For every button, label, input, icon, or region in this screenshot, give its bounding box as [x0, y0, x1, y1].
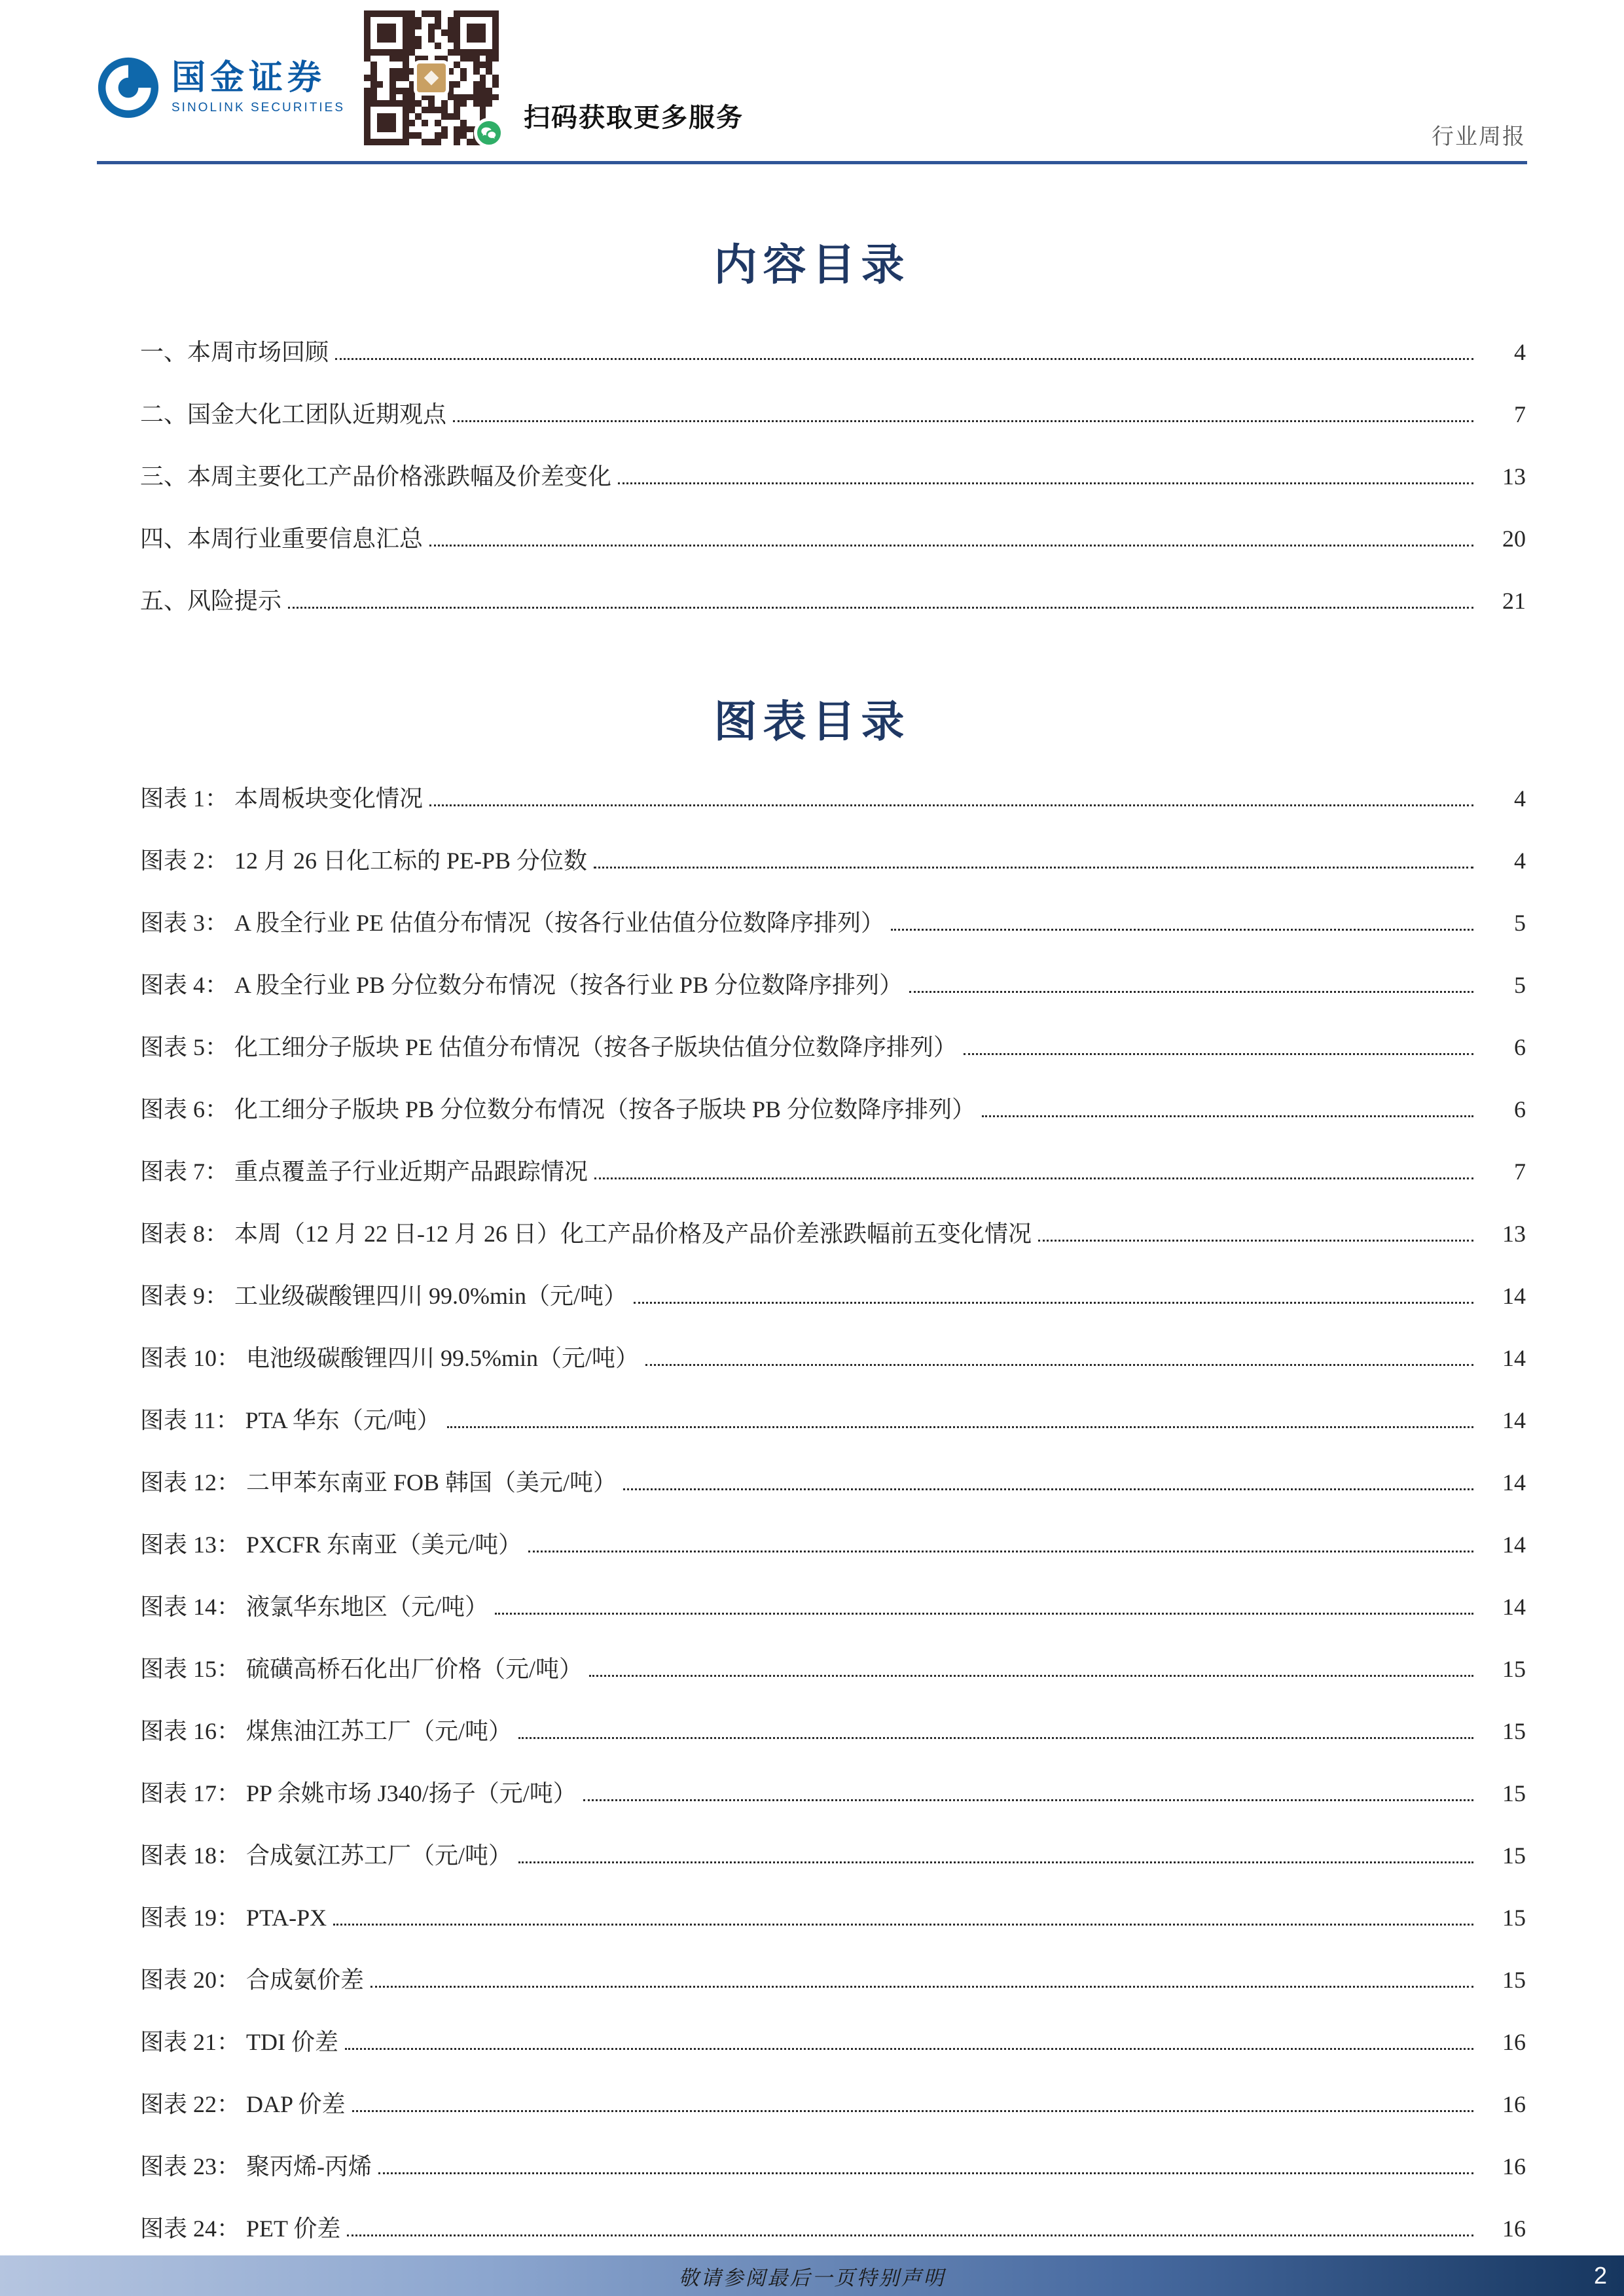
entry-page: 13 [1502, 1221, 1526, 1247]
entry-page: 14 [1502, 1594, 1526, 1620]
toc-item[interactable] [140, 568, 1526, 630]
figure-item[interactable] [140, 1388, 1526, 1450]
dot-leader [495, 1613, 1473, 1615]
figure-item[interactable] [140, 1823, 1526, 1885]
entry-label: 图表 11： PTA 华东（元/吨） [140, 1407, 441, 1433]
entry-label: 图表 21： TDI 价差 [140, 2029, 338, 2055]
entry-label: 四、本周行业重要信息汇总 [140, 526, 424, 552]
entry-page: 13 [1502, 463, 1526, 490]
figure-item[interactable] [140, 1325, 1526, 1388]
figure-item[interactable] [140, 1450, 1526, 1512]
figure-item[interactable] [140, 1139, 1526, 1201]
entry-label: 图表 24： PET 价差 [140, 2215, 341, 2242]
toc-item[interactable] [140, 319, 1526, 382]
entry-page: 21 [1502, 588, 1526, 614]
dot-leader [964, 1053, 1473, 1055]
dot-leader [345, 2048, 1473, 2050]
dot-leader [335, 358, 1473, 360]
footer-page-number: 2 [1593, 2262, 1607, 2289]
entry-label: 图表 4： A 股全行业 PB 分位数分布情况（按各行业 PB 分位数降序排列） [140, 972, 903, 998]
figure-item[interactable] [140, 1698, 1526, 1761]
figure-item[interactable] [140, 2009, 1526, 2072]
entry-page: 14 [1502, 1469, 1526, 1496]
dot-leader [594, 867, 1473, 869]
entry-label: 图表 1： 本周板块变化情况 [140, 785, 424, 812]
dot-leader [429, 804, 1473, 806]
entry-label: 图表 5： 化工细分子版块 PE 估值分布情况（按各子版块估值分位数降序排列） [140, 1034, 958, 1060]
entry-page: 15 [1502, 1656, 1526, 1682]
entry-label: 图表 23： 聚丙烯-丙烯 [140, 2153, 372, 2179]
entry-label: 图表 14： 液氯华东地区（元/吨） [140, 1594, 489, 1620]
figure-item[interactable] [140, 828, 1526, 890]
footer-disclaimer: 敬请参阅最后一页特别声明 [678, 2266, 946, 2289]
dot-leader [618, 482, 1473, 484]
report-type-label: 行业周报 [1432, 125, 1526, 149]
dot-leader [909, 991, 1473, 993]
entry-page: 14 [1502, 1407, 1526, 1433]
entry-page: 15 [1502, 1718, 1526, 1744]
header-divider [97, 161, 1527, 164]
entry-label: 图表 2： 12 月 26 日化工标的 PE-PB 分位数 [140, 848, 588, 874]
entry-label: 五、风险提示 [140, 588, 282, 614]
dot-leader [453, 420, 1473, 422]
dot-leader [589, 1675, 1473, 1677]
entry-page: 7 [1514, 1158, 1526, 1185]
entry-page: 16 [1502, 2153, 1526, 2179]
figure-item[interactable] [140, 1077, 1526, 1139]
figure-item[interactable] [140, 1574, 1526, 1636]
entry-label: 图表 3： A 股全行业 PE 估值分布情况（按各行业估值分位数降序排列） [140, 910, 885, 936]
entry-page: 14 [1502, 1532, 1526, 1558]
entry-page: 16 [1502, 2029, 1526, 2055]
page-footer [0, 2255, 1624, 2296]
entry-page: 15 [1502, 1967, 1526, 1993]
entry-label: 图表 22： DAP 价差 [140, 2091, 346, 2117]
toc-item[interactable] [140, 506, 1526, 568]
entry-label: 图表 8： 本周（12 月 22 日-12 月 26 日）化工产品价格及产品价差涨跌幅前五变化情况 [140, 1221, 1032, 1247]
entry-label: 图表 16： 煤焦油江苏工厂（元/吨） [140, 1718, 513, 1744]
entry-page: 5 [1514, 910, 1526, 936]
entry-page: 15 [1502, 1842, 1526, 1869]
brand-name: 国金证券 [171, 59, 327, 98]
figure-item[interactable] [140, 2072, 1526, 2134]
entry-page: 15 [1502, 1780, 1526, 1806]
dot-leader [645, 1364, 1473, 1366]
dot-leader [518, 1861, 1473, 1863]
entry-page: 14 [1502, 1345, 1526, 1371]
entry-label: 图表 19： PTA-PX [140, 1905, 327, 1931]
toc-item[interactable] [140, 444, 1526, 506]
figure-item[interactable] [140, 1947, 1526, 2009]
dot-leader [1038, 1240, 1473, 1242]
entry-page: 7 [1514, 401, 1526, 427]
figure-item[interactable] [140, 890, 1526, 952]
dot-leader [982, 1115, 1473, 1117]
entry-label: 图表 20： 合成氨价差 [140, 1967, 365, 1993]
figure-item[interactable] [140, 1201, 1526, 1263]
entry-page: 4 [1514, 848, 1526, 874]
figures-list [140, 766, 1526, 2296]
entry-page: 6 [1514, 1034, 1526, 1060]
dot-leader [429, 545, 1473, 547]
entry-page: 4 [1514, 339, 1526, 365]
entry-label: 图表 12： 二甲苯东南亚 FOB 韩国（美元/吨） [140, 1469, 617, 1496]
entry-label: 图表 17： PP 余姚市场 J340/扬子（元/吨） [140, 1780, 577, 1806]
entry-label: 二、国金大化工团队近期观点 [140, 401, 447, 427]
entry-label: 图表 7： 重点覆盖子行业近期产品跟踪情况 [140, 1158, 588, 1185]
entry-label: 图表 18： 合成氨江苏工厂（元/吨） [140, 1842, 513, 1869]
dot-leader [352, 2110, 1473, 2112]
entry-label: 图表 9： 工业级碳酸锂四川 99.0%min（元/吨） [140, 1283, 627, 1309]
figure-item[interactable] [140, 1263, 1526, 1325]
dot-leader [623, 1488, 1473, 1490]
toc-item[interactable] [140, 382, 1526, 444]
figure-item[interactable] [140, 2134, 1526, 2196]
figure-item[interactable] [140, 2196, 1526, 2258]
dot-leader [528, 1551, 1473, 1552]
entry-page: 14 [1502, 1283, 1526, 1309]
entry-page: 5 [1514, 972, 1526, 998]
figure-item[interactable] [140, 1885, 1526, 1947]
entry-page: 16 [1502, 2091, 1526, 2117]
dot-leader [583, 1799, 1473, 1801]
entry-label: 图表 6： 化工细分子版块 PB 分位数分布情况（按各子版块 PB 分位数降序排列） [140, 1096, 976, 1122]
qr-code [364, 10, 499, 145]
figure-item[interactable] [140, 1636, 1526, 1698]
brand-text [171, 60, 345, 115]
dot-leader [333, 1924, 1473, 1926]
dot-leader [891, 929, 1473, 931]
dot-leader [378, 2172, 1473, 2174]
entry-label: 图表 15： 硫磺高桥石化出厂价格（元/吨） [140, 1656, 583, 1682]
figures-title: 图表目录 [713, 698, 911, 746]
brand [97, 56, 345, 119]
figure-item[interactable] [140, 952, 1526, 1014]
figure-item[interactable] [140, 1512, 1526, 1574]
entry-page: 4 [1514, 785, 1526, 812]
figure-item[interactable] [140, 1761, 1526, 1823]
figure-item[interactable] [140, 1014, 1526, 1077]
figure-item[interactable] [140, 766, 1526, 828]
sinolink-logo-icon [97, 56, 160, 119]
dot-leader [447, 1426, 1473, 1428]
qr-caption: 扫码获取更多服务 [524, 103, 744, 132]
entry-label: 三、本周主要化工产品价格涨跌幅及价差变化 [140, 463, 612, 490]
toc-title: 内容目录 [713, 242, 911, 289]
wechat-icon [474, 118, 504, 148]
dot-leader [288, 607, 1473, 609]
page-header [0, 0, 1624, 161]
entry-page: 6 [1514, 1096, 1526, 1122]
qr-center-emblem [414, 60, 449, 96]
entry-page: 20 [1502, 526, 1526, 552]
toc-list [140, 319, 1526, 630]
entry-label: 图表 13： PXCFR 东南亚（美元/吨） [140, 1532, 522, 1558]
dot-leader [634, 1302, 1473, 1304]
dot-leader [347, 2234, 1473, 2236]
entry-page: 15 [1502, 1905, 1526, 1931]
dot-leader [594, 1177, 1473, 1179]
dot-leader [370, 1986, 1473, 1988]
entry-page: 16 [1502, 2215, 1526, 2242]
dot-leader [518, 1737, 1473, 1739]
entry-label: 图表 10： 电池级碳酸锂四川 99.5%min（元/吨） [140, 1345, 639, 1371]
brand-subtitle: SINOLINK SECURITIES [171, 100, 345, 115]
entry-label: 一、本周市场回顾 [140, 339, 329, 365]
